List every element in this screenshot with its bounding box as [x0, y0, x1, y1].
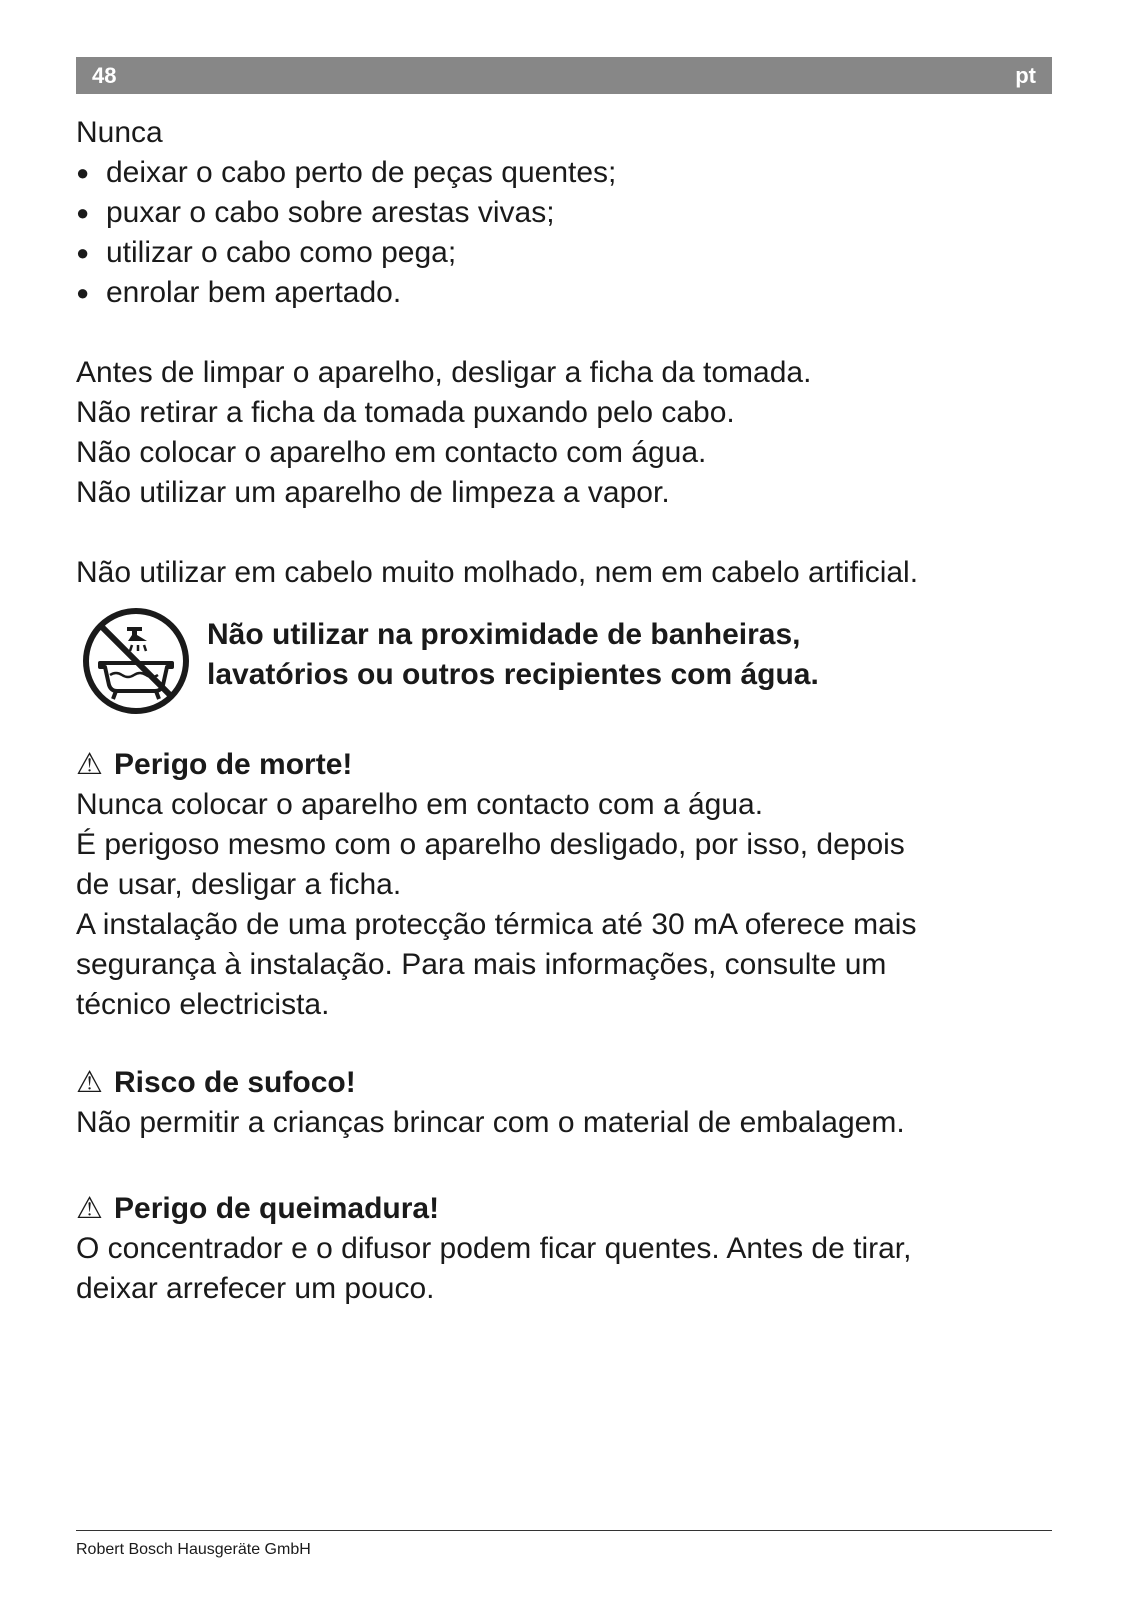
suffocation-warning-line: Não permitir a crianças brincar com o material de embalagem.: [76, 1106, 905, 1139]
list-item-text: enrolar bem apertado.: [106, 276, 402, 309]
no-bathtub-icon: [80, 605, 192, 717]
death-warning-line: segurança à instalação. Para mais informações, consulte um: [76, 948, 887, 981]
cleaning-line: Antes de limpar o aparelho, desligar a ficha da tomada.: [76, 356, 812, 389]
cleaning-line: Não colocar o aparelho em contacto com água.: [76, 436, 707, 469]
death-warning-line: técnico electricista.: [76, 988, 330, 1021]
burn-warning-line: O concentrador e o difusor podem ficar quentes. Antes de tirar,: [76, 1232, 912, 1265]
list-item: [76, 153, 1056, 193]
burn-warning-title: [76, 1189, 1056, 1229]
death-warning-line: É perigoso mesmo com o aparelho desligado, por isso, depois: [76, 828, 905, 861]
language-code: pt: [1015, 63, 1036, 88]
bullet: ●: [76, 240, 90, 265]
intro-lead: Nunca: [76, 116, 163, 149]
cleaning-line: Não utilizar um aparelho de limpeza a vapor.: [76, 476, 670, 509]
death-warning-title: [76, 745, 1056, 785]
burn-warning-line: deixar arrefecer um pouco.: [76, 1272, 435, 1305]
suffocation-warning-title-text: Risco de sufoco!: [114, 1066, 356, 1099]
death-warning-line: Nunca colocar o aparelho em contacto com a água.: [76, 788, 764, 821]
bullet: ●: [76, 280, 90, 305]
suffocation-warning-title: [76, 1063, 1056, 1103]
footer-company: Robert Bosch Hausgeräte GmbH: [76, 1541, 311, 1558]
bullet: ●: [76, 160, 90, 185]
death-warning-line: de usar, desligar a ficha.: [76, 868, 402, 901]
warning-triangle-icon: ⚠: [76, 1192, 103, 1225]
warning-triangle-icon: ⚠: [76, 1066, 103, 1099]
death-warning-title-text: Perigo de morte!: [114, 748, 353, 781]
burn-warning-title-text: Perigo de queimadura!: [114, 1192, 440, 1225]
bath-warning-line: lavatórios ou outros recipientes com água.: [207, 658, 819, 691]
page-header-bar: [76, 57, 1052, 94]
bath-warning: [76, 605, 1056, 729]
list-item-text: utilizar o cabo como pega;: [106, 236, 457, 269]
warning-triangle-icon: ⚠: [76, 748, 103, 781]
list-item-text: deixar o cabo perto de peças quentes;: [106, 156, 617, 189]
hair-warning-line: Não utilizar em cabelo muito molhado, nem em cabelo artificial.: [76, 556, 919, 589]
list-item: [76, 273, 1056, 313]
list-item-text: puxar o cabo sobre arestas vivas;: [106, 196, 555, 229]
footer-divider: [76, 1530, 1052, 1531]
page-number: 48: [92, 63, 117, 88]
bullet: ●: [76, 200, 90, 225]
list-item: [76, 233, 1056, 273]
bath-warning-line: Não utilizar na proximidade de banheiras,: [207, 618, 801, 651]
death-warning-line: A instalação de uma protecção térmica até 30 mA oferece mais: [76, 908, 917, 941]
bath-warning-text: [207, 615, 819, 695]
cleaning-line: Não retirar a ficha da tomada puxando pelo cabo.: [76, 396, 735, 429]
page-content: [76, 113, 1056, 1309]
list-item: [76, 193, 1056, 233]
